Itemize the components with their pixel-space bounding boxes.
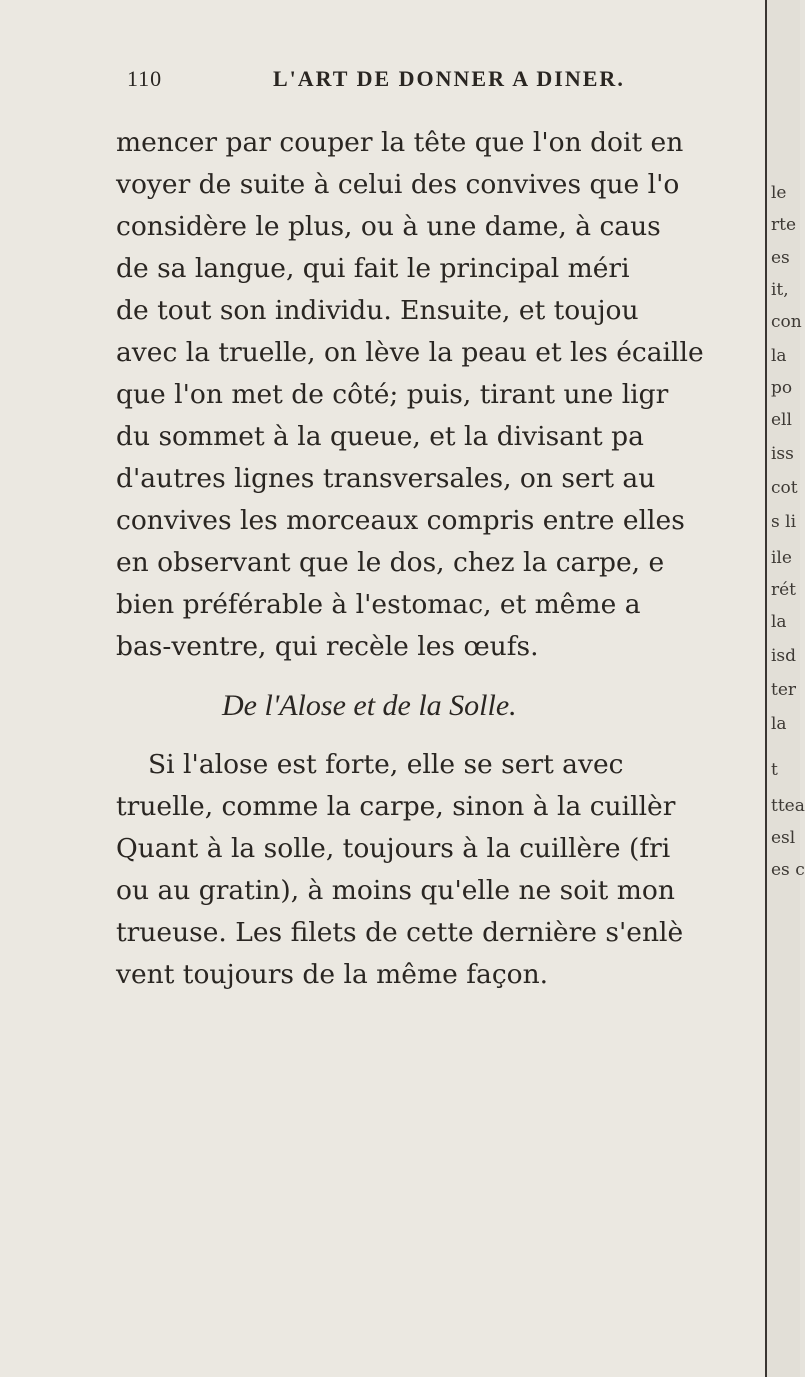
gutter-fragment: ell <box>771 410 792 430</box>
text-line: trueuse. Les filets de cette dernière s'enlè <box>116 917 684 948</box>
facing-page-edge <box>765 0 805 1377</box>
gutter-fragment: t <box>771 760 778 780</box>
gutter-fragment: la <box>771 714 787 734</box>
text-line: vent toujours de la même façon. <box>116 959 549 990</box>
paragraph-1 <box>116 122 776 668</box>
gutter-fragment: es <box>771 248 790 268</box>
gutter-fragment: rét <box>771 580 797 600</box>
text-line: en observant que le dos, chez la carpe, e <box>116 547 665 578</box>
paragraph-2 <box>116 744 776 996</box>
text-line: de tout son individu. Ensuite, et toujou <box>116 295 639 326</box>
gutter-fragment: it, <box>771 280 789 300</box>
gutter-fragment: la <box>771 612 787 632</box>
gutter-fragment: esl <box>771 828 796 848</box>
text-line: de sa langue, qui fait le principal méri <box>116 253 630 284</box>
running-head: L'ART DE DONNER A DINER. <box>273 66 625 91</box>
text-line: bien préférable à l'estomac, et même a <box>116 589 641 620</box>
text-line: que l'on met de côté; puis, tirant une ligr <box>116 379 669 410</box>
page-header <box>125 58 745 94</box>
text-line: considère le plus, ou à une dame, à caus <box>116 211 661 242</box>
gutter-fragment: ter <box>771 680 797 700</box>
text-line: d'autres lignes transversales, on sert au <box>116 463 656 494</box>
gutter-fragment: la <box>771 346 787 366</box>
gutter-fragment: s li <box>771 512 797 532</box>
text-line: voyer de suite à celui des convives que l'o <box>116 169 680 200</box>
gutter-fragment: con <box>771 312 802 332</box>
text-line: ou au gratin), à moins qu'elle ne soit mon <box>116 875 675 906</box>
gutter-fragment: le <box>771 183 787 203</box>
gutter-fragment: isd <box>771 646 797 666</box>
gutter-fragment: ile <box>771 548 792 568</box>
text-line: convives les morceaux compris entre elles <box>116 505 685 536</box>
gutter-fragment: rte <box>771 215 797 235</box>
text-line: truelle, comme la carpe, sinon à la cuillèr <box>116 791 676 822</box>
gutter-fragment: po <box>771 378 793 398</box>
text-line: avec la truelle, on lève la peau et les écaille <box>116 337 704 368</box>
section-heading: De l'Alose et de la Solle. <box>222 689 517 722</box>
text-line: du sommet à la queue, et la divisant pa <box>116 421 644 452</box>
text-line: Si l'alose est forte, elle se sert avec <box>148 749 624 780</box>
text-line: bas-ventre, qui recèle les œufs. <box>116 631 539 662</box>
text-line: Quant à la solle, toujours à la cuillère (fri <box>116 833 671 864</box>
gutter-fragment: cot <box>771 478 798 498</box>
page-body <box>116 122 776 996</box>
page-number: 110 <box>127 66 163 91</box>
text-line: mencer par couper la tête que l'on doit en <box>116 127 684 158</box>
gutter-fragment: es c <box>771 860 805 880</box>
gutter-fragment: iss <box>771 444 794 464</box>
gutter-fragment: ttea <box>771 796 805 816</box>
